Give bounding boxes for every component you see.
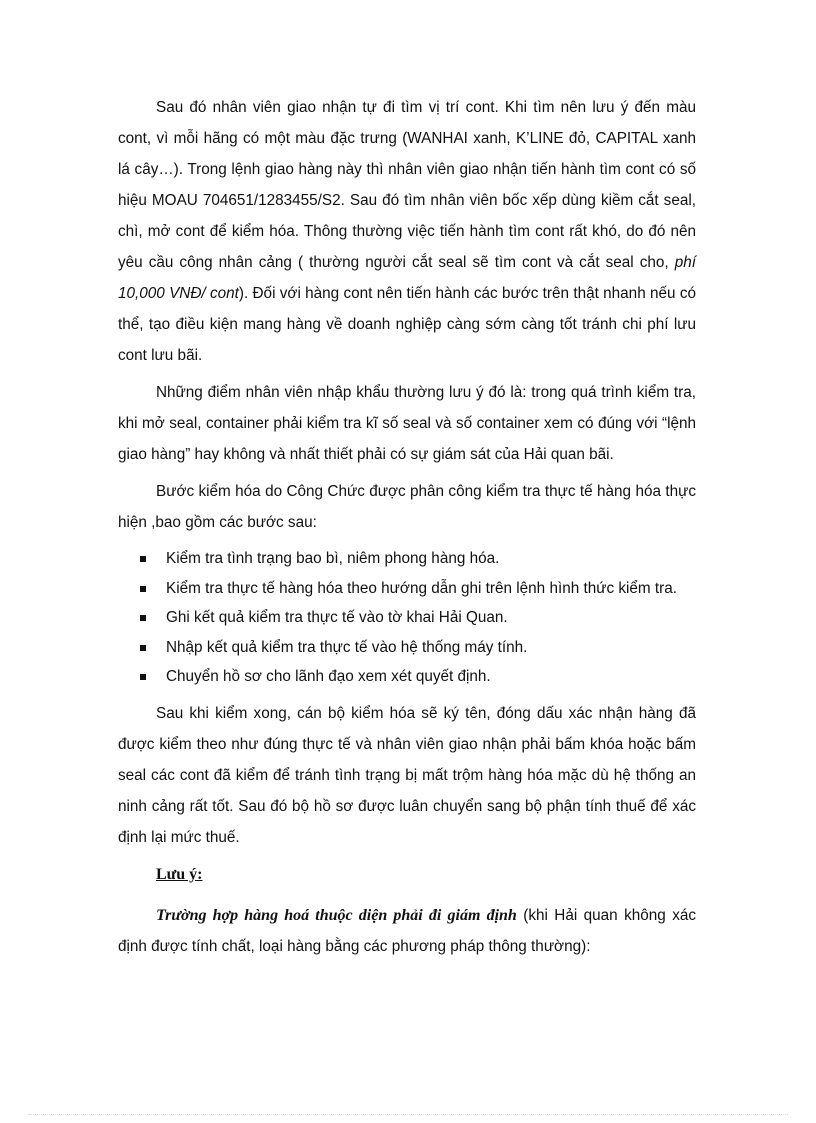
- paragraph-assessment-case: [118, 900, 696, 962]
- list-item-text: Kiểm tra tình trạng bao bì, niêm phong hàng hóa.: [166, 550, 500, 567]
- list-item: [118, 603, 696, 633]
- list-item-text: Ghi kết quả kiểm tra thực tế vào tờ khai Hải Quan.: [166, 609, 508, 626]
- square-bullet-icon: [140, 556, 146, 562]
- fee-note: phí 10,000 VNĐ/ cont: [118, 254, 696, 302]
- note-heading-text: Lưu ý:: [156, 865, 203, 883]
- list-item: [118, 633, 696, 663]
- note-heading: [118, 859, 696, 890]
- case-description: (khi Hải quan không xác định được tính chất, loại hàng bằng các phương pháp thông thường):: [118, 906, 696, 955]
- square-bullet-icon: [140, 615, 146, 621]
- document-body: [118, 92, 696, 968]
- paragraph-text-continued: ). Đối với hàng cont nên tiến hành các bước trên thật nhanh nếu có thể, tạo điều kiện mang hàng về doanh nghiệp càng sớm càng tốt tránh chi phí lưu cont lưu bãi.: [118, 285, 696, 364]
- list-item: [118, 574, 696, 604]
- square-bullet-icon: [140, 586, 146, 592]
- paragraph-container-search: [118, 92, 696, 371]
- square-bullet-icon: [140, 674, 146, 680]
- list-item-text: Kiểm tra thực tế hàng hóa theo hướng dẫn ghi trên lệnh hình thức kiểm tra.: [166, 579, 678, 597]
- list-item: [118, 544, 696, 574]
- inspection-steps-list: [118, 544, 696, 692]
- list-item: [118, 662, 696, 692]
- page-bottom-divider: [28, 1114, 788, 1115]
- list-item-text: Nhập kết quả kiểm tra thực tế vào hệ thống máy tính.: [166, 638, 528, 656]
- case-title: Trường hợp hàng hoá thuộc diện phải đi giám định: [156, 906, 517, 924]
- paragraph-after-inspection: Sau khi kiểm xong, cán bộ kiểm hóa sẽ ký tên, đóng dấu xác nhận hàng đã được kiểm theo như đúng thực tế và nhân viên giao nhận phải bấm khóa hoặc bấm seal các cont đã kiểm để tránh tình trạng bị mất trộm hàng hóa mặc dù hệ thống an ninh cảng rất tốt. Sau đó bộ hồ sơ được luân chuyển sang bộ phận tính thuế để xác định lại mức thuế.: [118, 704, 696, 846]
- paragraph-inspection-intro: Bước kiểm hóa do Công Chức được phân công kiểm tra thực tế hàng hóa thực hiện ,bao gồm các bước sau:: [118, 483, 696, 531]
- square-bullet-icon: [140, 645, 146, 651]
- list-item-text: Chuyển hồ sơ cho lãnh đạo xem xét quyết định.: [166, 668, 491, 685]
- paragraph-import-notes: Những điểm nhân viên nhập khẩu thường lưu ý đó là: trong quá trình kiểm tra, khi mở seal, container phải kiểm tra kĩ số seal và số container xem có đúng với “lệnh giao hàng” hay không và nhất thiết phải có sự giám sát của Hải quan bãi.: [118, 384, 696, 463]
- paragraph-text: Sau đó nhân viên giao nhận tự đi tìm vị trí cont. Khi tìm nên lưu ý đến màu cont, vì mỗi hãng có một màu đặc trưng (WANHAI xanh, K’LINE đỏ, CAPITAL xanh lá cây…). Trong lệnh giao hàng này thì nhân viên giao nhận tiến hành tìm cont có số hiệu MOAU 704651/1283455/S2. Sau đó tìm nhân viên bốc xếp dùng kiềm cắt seal, chì, mở cont để kiểm hóa. Thông thường việc tiến hành tìm cont rất khó, do đó nên yêu cầu công nhân cảng ( thường người cắt seal sẽ tìm cont và cắt seal cho,: [118, 99, 696, 271]
